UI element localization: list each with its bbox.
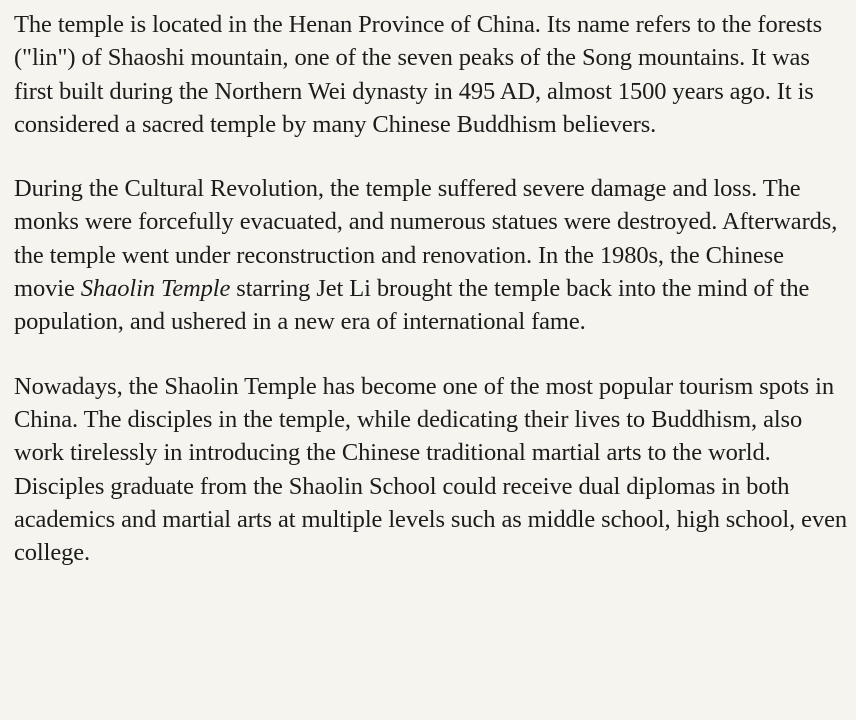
paragraph-text-before-title: During the Cultural Revolution, the temple suffered severe damage and loss. The monks were forcefully evacuated, and numerous statues were destroyed. Afterwards, the temple went under reconstruction and renovation. In the 1980s, the Chinese movie xyxy=(14,175,838,303)
paragraph-text-after-title: starring Jet Li brought the temple back into the mind of the population, and ushered in a new era of international fame. xyxy=(14,275,810,336)
article-body xyxy=(14,8,850,600)
paragraph-nowadays: Nowadays, the Shaolin Temple has become one of the most popular tourism spots in China. The disciples in the temple, while dedicating their lives to Buddhism, also work tirelessly in introducing the Chinese traditional martial arts to the world. Disciples graduate from the Shaolin School could receive dual diplomas in both academics and martial arts at multiple levels such as middle school, high school, even college. xyxy=(14,372,848,567)
paragraph-cultural-revolution xyxy=(14,172,850,338)
paragraph-history: The temple is located in the Henan Province of China. Its name refers to the forests ("lin") of Shaoshi mountain, one of the seven peaks of the Song mountains. It was first built during the Northern Wei dynasty in 495 AD, almost 1500 years ago. It is considered a sacred temple by many Chinese Buddhism believers. xyxy=(14,11,823,138)
movie-title: Shaolin Temple xyxy=(80,275,231,303)
